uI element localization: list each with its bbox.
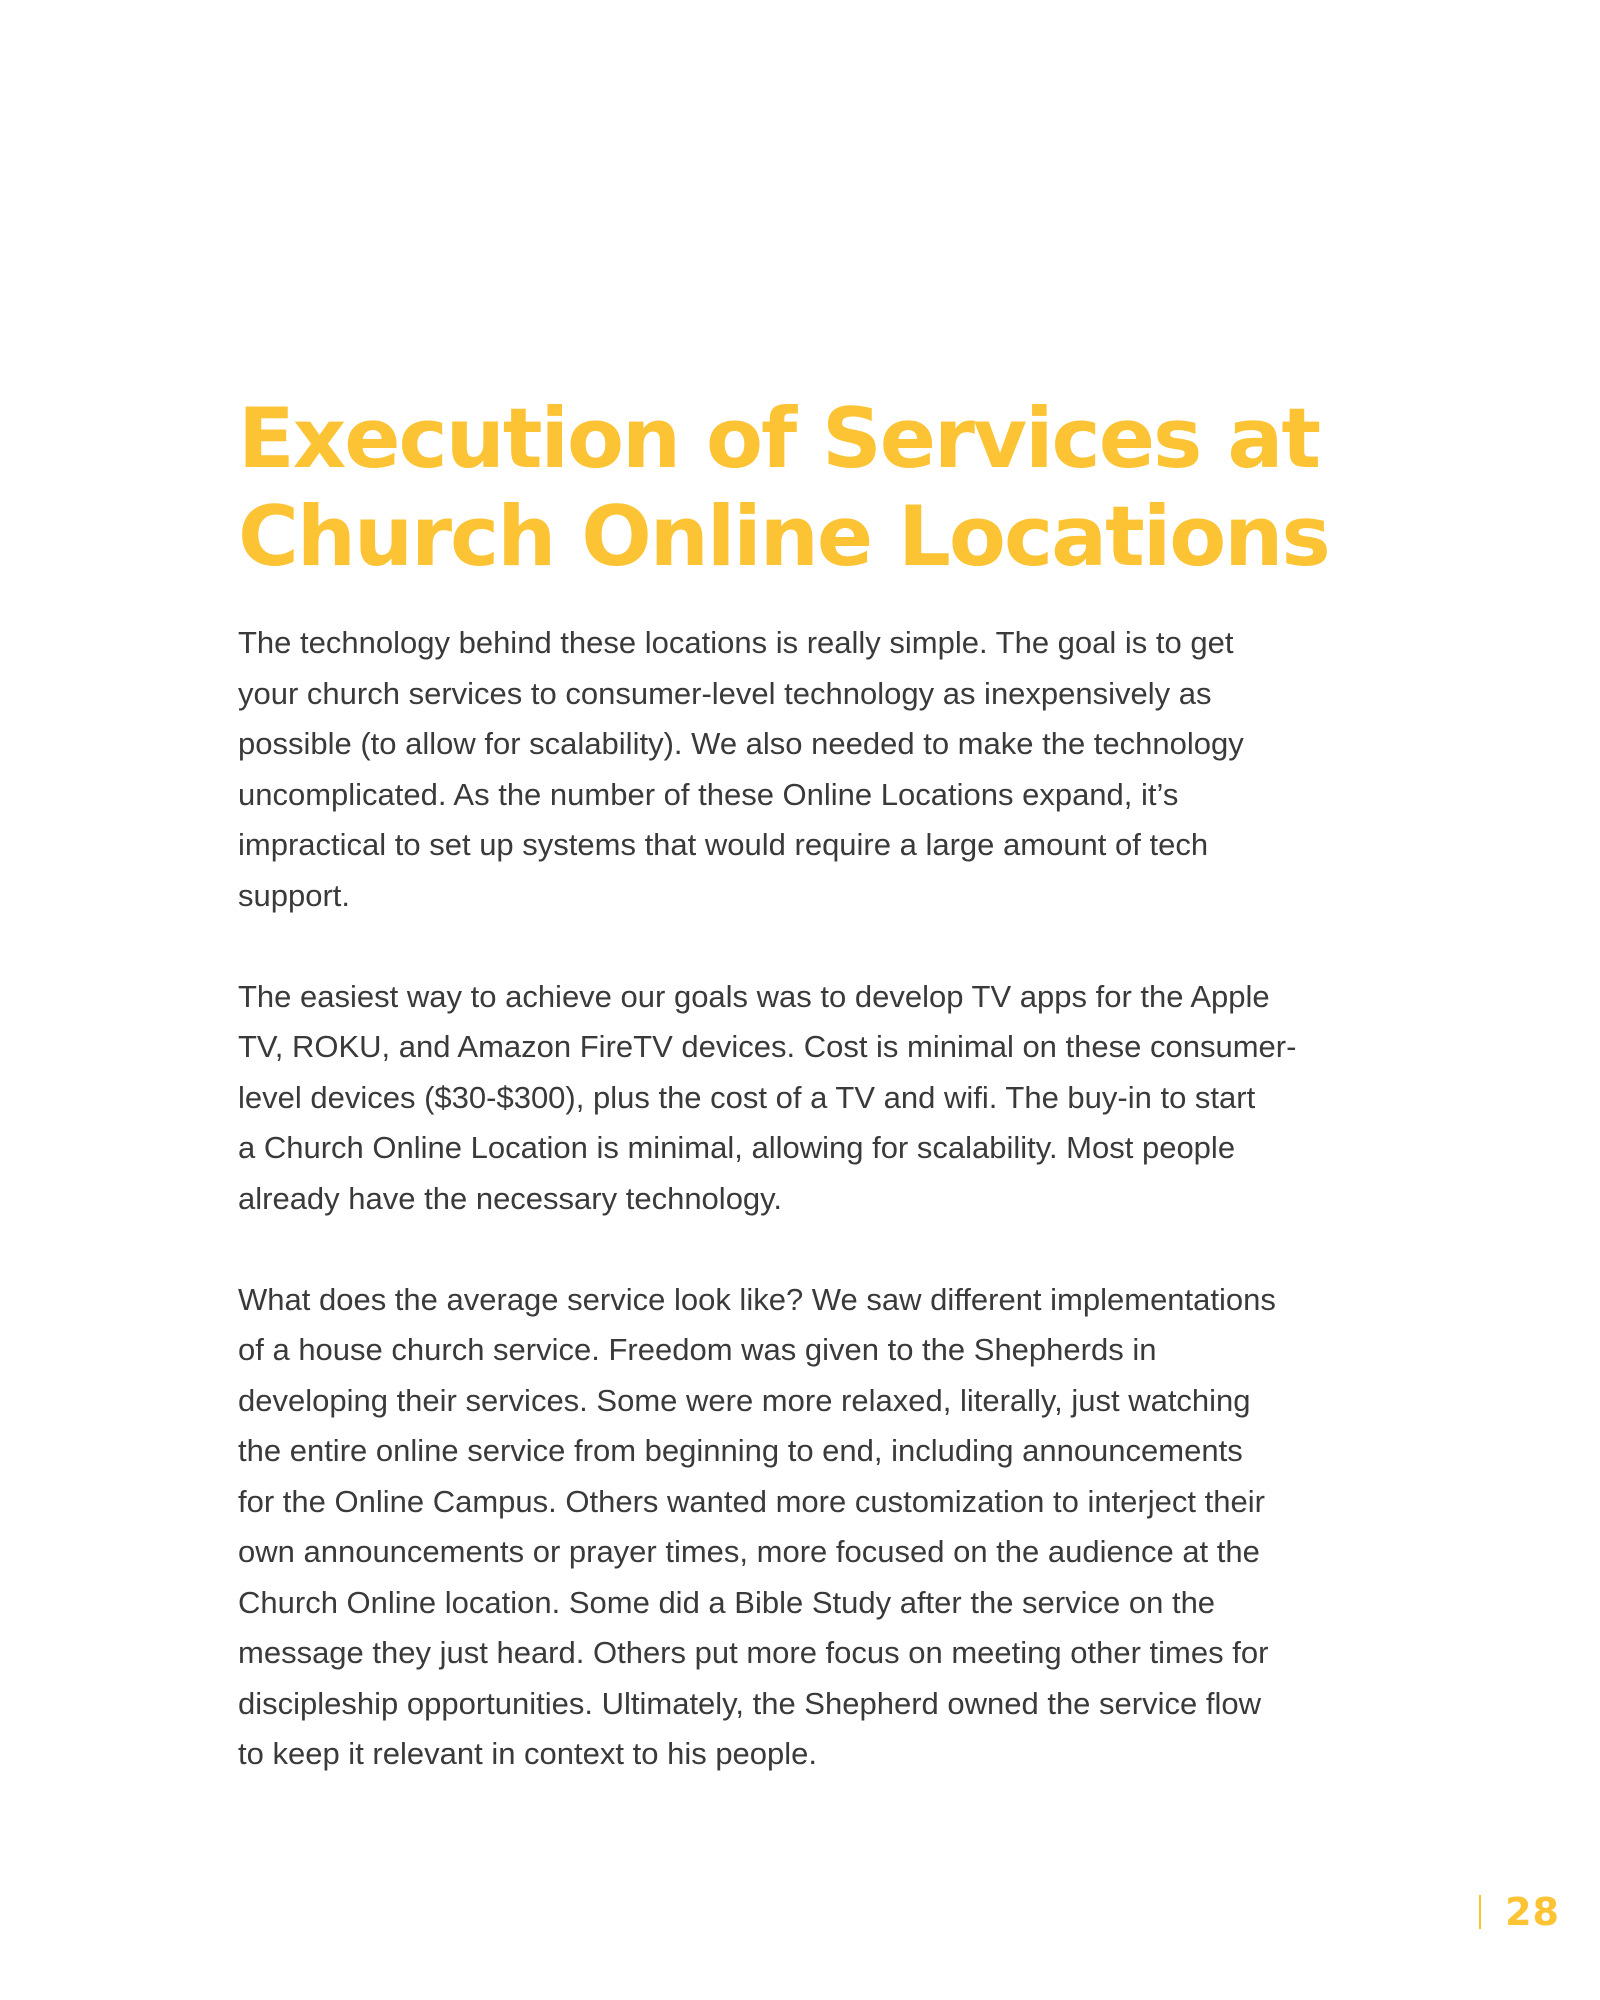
title-line: Execution of Services at [238, 390, 1320, 487]
text-line: your church services to consumer-level technology as inexpensively as [238, 675, 1212, 711]
text-line: for the Online Campus. Others wanted more customization to interject their [238, 1483, 1265, 1519]
text-line: to keep it relevant in context to his people. [238, 1736, 818, 1771]
text-line: discipleship opportunities. Ultimately, the Shepherd owned the service flow [238, 1685, 1261, 1721]
text-line: Church Online location. Some did a Bible Study after the service on the [238, 1584, 1216, 1620]
text-line: own announcements or prayer times, more focused on the audience at the [238, 1534, 1260, 1569]
text-line: the entire online service from beginning to end, including announcements [238, 1433, 1243, 1468]
text-line: The technology behind these locations is really simple. The goal is to get [238, 625, 1234, 660]
page-title [238, 390, 1368, 586]
text-line: message they just heard. Others put more focus on meeting other times for [238, 1635, 1269, 1670]
text-line: uncomplicated. As the number of these Online Locations expand, it’s [238, 776, 1179, 812]
body-text [238, 618, 1368, 1780]
text-line: impractical to set up systems that would require a large amount of tech [238, 827, 1209, 862]
text-line: The easiest way to achieve our goals was to develop TV apps for the Apple [238, 978, 1270, 1014]
paragraph-average-service [238, 1275, 1368, 1780]
text-line: a Church Online Location is minimal, allowing for scalability. Most people [238, 1130, 1236, 1165]
page-number: 28 [1505, 1890, 1560, 1934]
text-line: of a house church service. Freedom was given to the Shepherds in [238, 1332, 1157, 1367]
text-line: developing their services. Some were more relaxed, literally, just watching [238, 1382, 1251, 1418]
text-line: possible (to allow for scalability). We also needed to make the technology [238, 726, 1244, 761]
text-line: TV, ROKU, and Amazon FireTV devices. Cost is minimal on these consumer- [238, 1029, 1297, 1064]
page-footer [1479, 1890, 1560, 1934]
title-line: Church Online Locations [238, 488, 1329, 585]
text-line: What does the average service look like? We saw different implementations [238, 1281, 1276, 1317]
page-content [238, 390, 1368, 1830]
paragraph-technology [238, 618, 1368, 921]
paragraph-tv-apps [238, 972, 1368, 1225]
text-line: level devices ($30-$300), plus the cost of a TV and wifi. The buy-in to start [238, 1079, 1256, 1115]
text-line: support. [238, 877, 351, 913]
page-number-divider [1479, 1895, 1481, 1929]
text-line: already have the necessary technology. [238, 1180, 782, 1216]
